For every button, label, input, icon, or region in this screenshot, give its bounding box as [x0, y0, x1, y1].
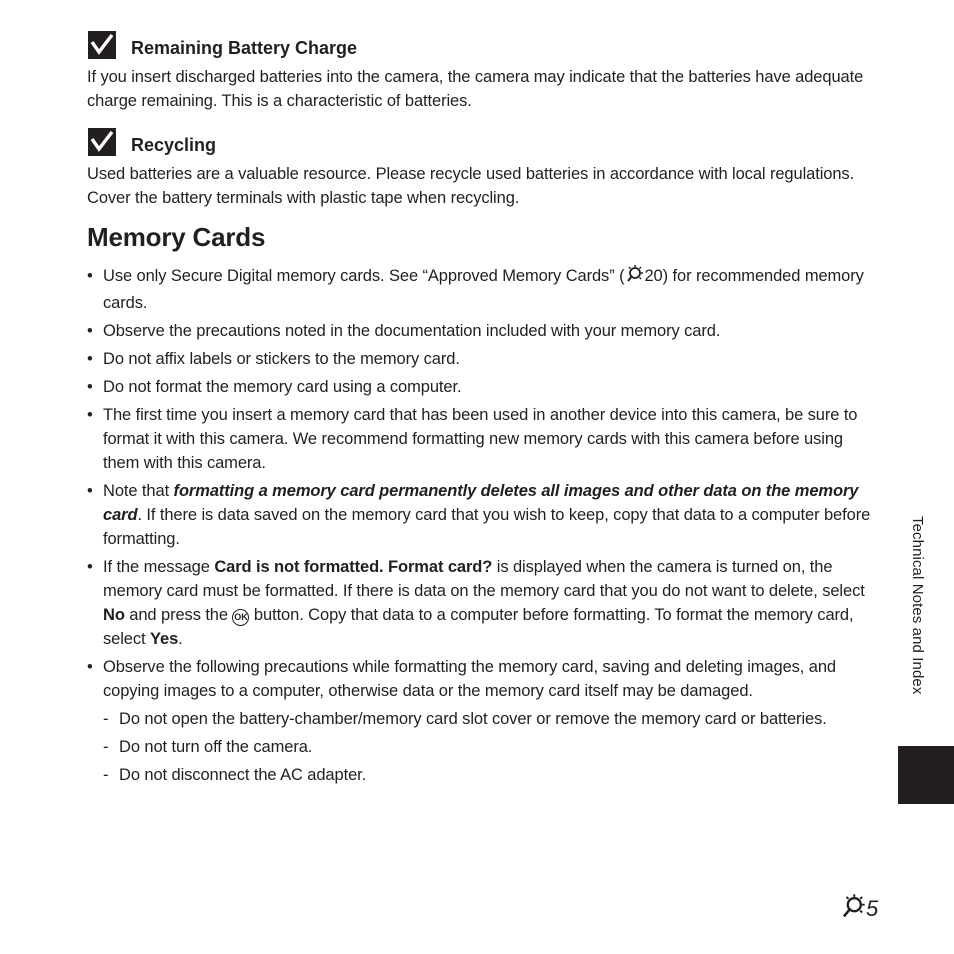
note-text: If you insert discharged batteries into the camera, the camera may indicate that the batteries have adequate charge remaining. This is a characteristic of batteries. — [87, 68, 864, 110]
camera-message: Card is not formatted. Format card? — [214, 558, 493, 576]
bullet: • — [87, 267, 93, 285]
check-note-icon — [88, 31, 116, 59]
check-note-icon — [88, 128, 116, 156]
bullet: • — [87, 658, 93, 676]
list-item: • Note that formatting a memory card permanently deletes all images and other data on the memory card. If there is data saved on the memory card that you wish to keep, copy that data to a computer before formatting. — [87, 479, 877, 551]
page-number — [840, 893, 878, 925]
note-recycling — [87, 127, 867, 210]
list-item: • Observe the precautions noted in the documentation included with your memory card. — [87, 319, 877, 343]
sub-list-item: - Do not open the battery-chamber/memory card slot cover or remove the memory card or batteries. — [87, 707, 877, 731]
note-title: Recycling — [131, 134, 217, 155]
note-title: Remaining Battery Charge — [131, 37, 358, 58]
ok-button-icon: OK — [232, 609, 249, 626]
bullet: • — [87, 406, 93, 424]
note-header — [87, 30, 867, 60]
note-header — [87, 127, 867, 157]
list-item: • Do not affix labels or stickers to the memory card. — [87, 347, 877, 371]
list-item: • Do not format the memory card using a computer. — [87, 375, 877, 399]
dash: - — [103, 738, 109, 756]
list-item: • Observe the following precautions while formatting the memory card, saving and deleting images, and copying images to a computer, otherwise data or the memory card itself may be damaged. — [87, 655, 877, 703]
technical-notes-icon — [624, 264, 644, 291]
note-text: Used batteries are a valuable resource. Please recycle used batteries in accordance with local regulations. Cover the battery terminals with plastic tape when recycling. — [87, 165, 855, 207]
reference-page: 20 — [644, 267, 663, 285]
list-item: • Use only Secure Digital memory cards. See “Approved Memory Cards” ( 20) for recommended memory cards. — [87, 264, 877, 315]
note-remaining-battery-charge — [87, 30, 867, 113]
sub-list-item: - Do not disconnect the AC adapter. — [87, 763, 877, 787]
bullet: • — [87, 482, 93, 500]
option-yes: Yes — [150, 630, 179, 648]
bullet: • — [87, 378, 93, 396]
memory-card-precautions-list — [87, 264, 877, 791]
emphasis-warning: formatting a memory card permanently deletes all images and other data on the memory card — [103, 482, 859, 524]
bullet: • — [87, 322, 93, 340]
list-item: • The first time you insert a memory card that has been used in another device into this camera, be sure to format it with this camera. We recommend formatting new memory cards with this camera before using them with this camera. — [87, 403, 877, 475]
technical-notes-icon — [840, 893, 866, 925]
page-number-value: 5 — [866, 896, 879, 921]
list-item: • If the message Card is not formatted. Format card? is displayed when the camera is turned on, the memory card must be formatted. If there is data on the memory card that you do not want to delete, select No and press the OK button. Copy that data to a computer before formatting. To format the memory card, select Yes. — [87, 555, 877, 651]
bullet: • — [87, 558, 93, 576]
bullet: • — [87, 350, 93, 368]
sub-list-item: - Do not turn off the camera. — [87, 735, 877, 759]
section-heading: Memory Cards — [87, 222, 266, 252]
option-no: No — [103, 606, 125, 624]
dash: - — [103, 710, 109, 728]
dash: - — [103, 766, 109, 784]
side-section-label: Technical Notes and Index — [909, 516, 926, 695]
side-thumb-tab — [898, 746, 954, 804]
